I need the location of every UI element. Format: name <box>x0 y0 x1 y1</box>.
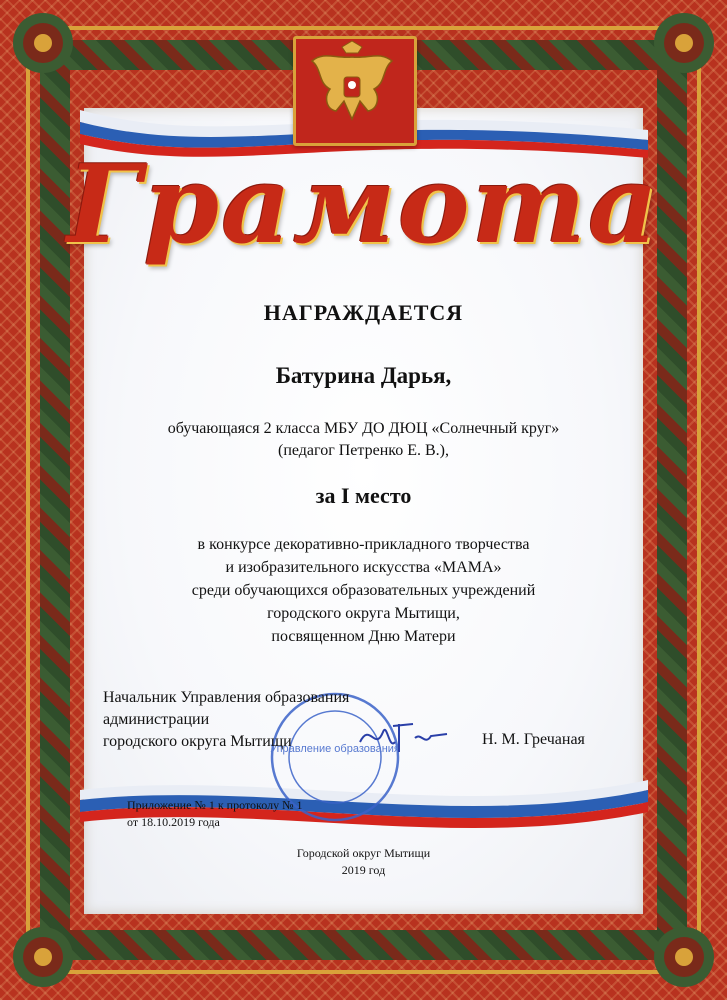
award-place: за I место <box>315 483 412 508</box>
russian-coat-of-arms-icon <box>293 36 417 146</box>
certificate-title: Грамота <box>66 142 661 268</box>
appendix-line: от 18.10.2019 года <box>127 815 220 829</box>
signatory-title-line: администрации <box>103 711 210 728</box>
award-reason-line: посвященном Дню Матери <box>271 628 456 645</box>
floral-rosette-icon <box>649 8 719 78</box>
signatory-title-line: городского округа Мытищи <box>103 733 292 750</box>
recipient-info <box>70 418 657 462</box>
award-reason <box>70 533 657 648</box>
award-reason-line: городского округа Мытищи, <box>267 605 460 622</box>
award-reason-line: в конкурсе декоративно-прикладного творчества <box>197 536 530 553</box>
double-headed-eagle-icon <box>296 39 408 137</box>
handwritten-signature <box>355 712 450 762</box>
award-reason-line: среди обучающихся образовательных учреждений <box>191 582 536 599</box>
award-reason-line: и изобразительного искусства «МАМА» <box>225 559 502 576</box>
footer-place-year <box>0 845 727 879</box>
recipient-info-line: обучающаяся 2 класса МБУ ДО ДЮЦ «Солнечный круг» <box>167 420 560 437</box>
floral-rosette-icon <box>8 8 78 78</box>
appendix-note <box>127 797 303 831</box>
appendix-line: Приложение № 1 к протоколу № 1 <box>127 798 303 812</box>
floral-rosette-icon <box>649 922 719 992</box>
signatory-name: Н. М. Гречаная <box>482 731 585 748</box>
awarded-heading: НАГРАЖДАЕТСЯ <box>263 300 464 325</box>
footer-year: 2019 год <box>341 863 386 877</box>
stamp-text: Управление образования <box>270 743 400 755</box>
signatory-block <box>103 687 349 753</box>
footer-city: Городской округ Мытищи <box>296 846 431 860</box>
signatory-title-line: Начальник Управления образования <box>103 689 350 706</box>
floral-rosette-icon <box>8 922 78 992</box>
recipient-name: Батурина Дарья, <box>275 363 452 388</box>
recipient-info-line: (педагог Петренко Е. В.), <box>278 442 449 459</box>
